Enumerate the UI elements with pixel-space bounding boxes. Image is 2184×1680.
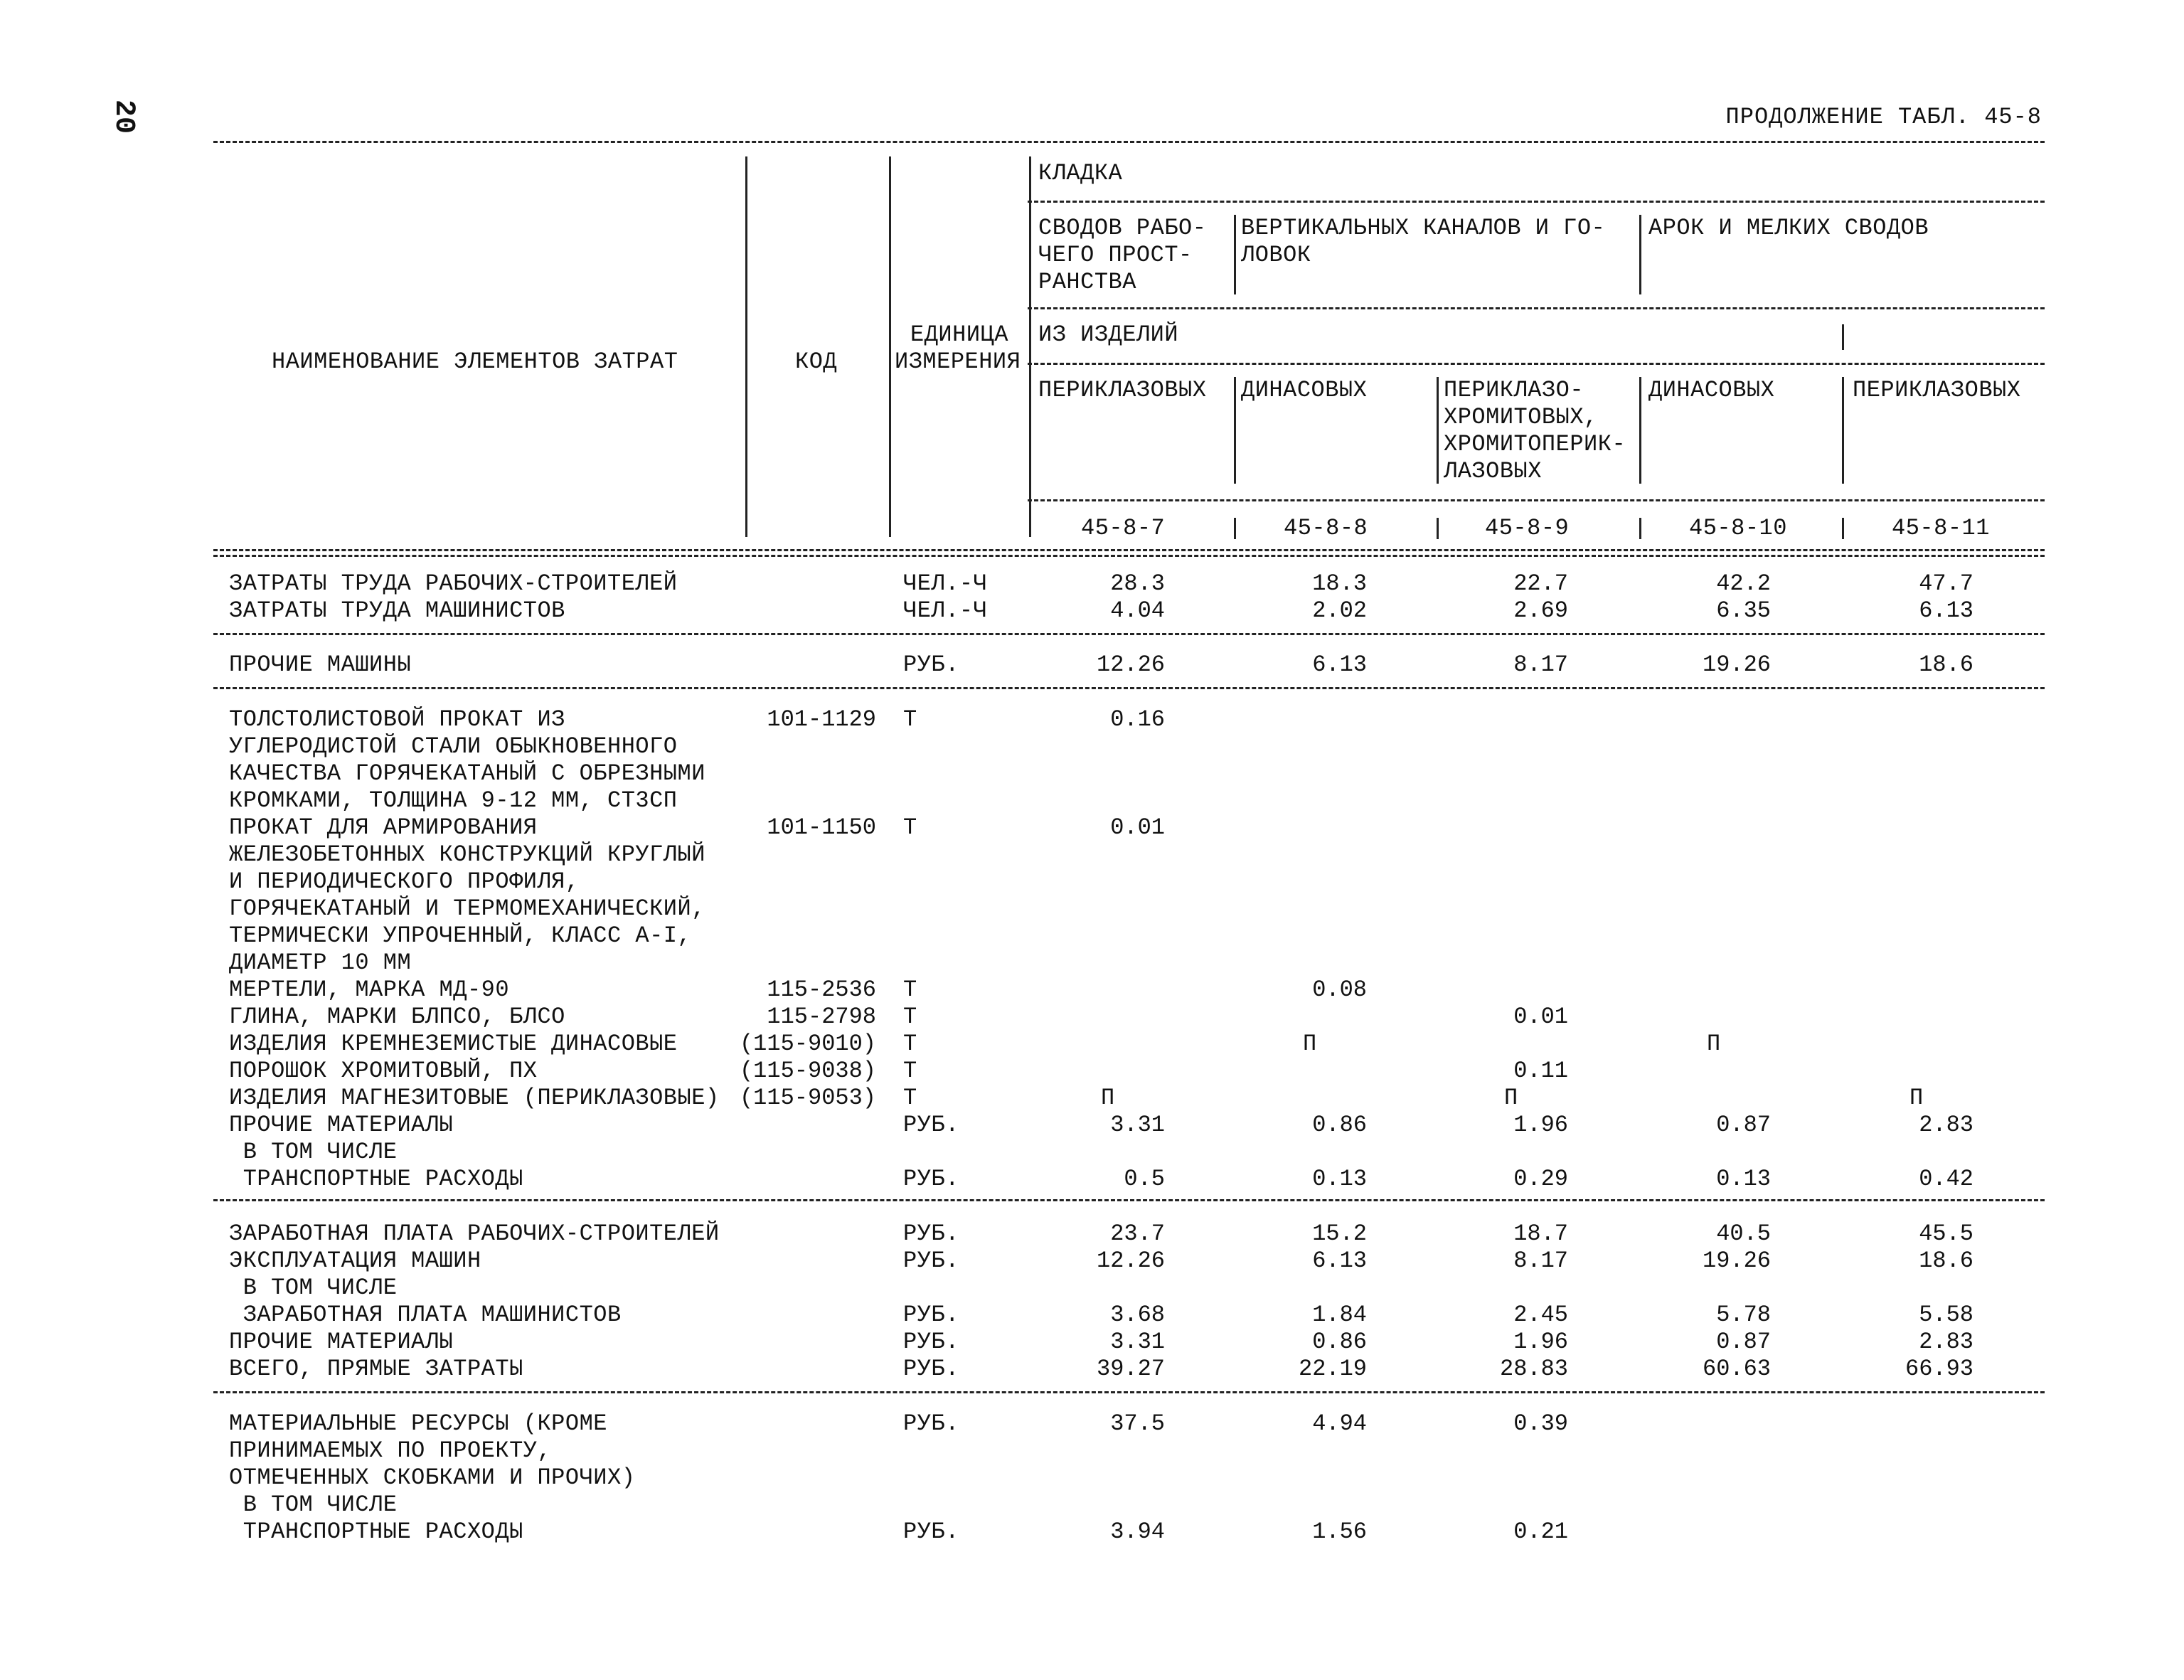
row-value: 0.08 [1312, 977, 1367, 1003]
row-name: ОТМЕЧЕННЫХ СКОБКАМИ И ПРОЧИХ) [229, 1464, 636, 1491]
header-sep-g23 [1639, 215, 1641, 294]
header-code-2: 45-8-8 [1284, 515, 1368, 541]
row-name: ГОРЯЧЕКАТАНЫЙ И ТЕРМОМЕХАНИЧЕСКИЙ, [229, 895, 705, 922]
row-value: 19.26 [1702, 652, 1771, 678]
row-unit: РУБ. [903, 1410, 959, 1437]
row-value: 0.16 [1110, 706, 1165, 733]
row-value: 4.04 [1110, 597, 1165, 624]
header-sub4: ДИНАСОВЫХ [1648, 377, 1775, 403]
row-value: 19.26 [1702, 1248, 1771, 1274]
row-value: 40.5 [1716, 1221, 1771, 1247]
row-unit: Т [903, 814, 917, 841]
header-sub3-l4: ЛАЗОВЫХ [1444, 458, 1542, 484]
header-masonry: КЛАДКА [1038, 160, 1123, 186]
row-value: 22.7 [1513, 570, 1568, 597]
row-name: КРОМКАМИ, ТОЛЩИНА 9-12 ММ, СТ3СП [229, 787, 678, 814]
row-unit: РУБ. [903, 652, 959, 678]
row-name: ТРАНСПОРТНЫЕ РАСХОДЫ [229, 1166, 523, 1192]
row-value: 2.69 [1513, 597, 1568, 624]
header-code-col: КОД [795, 349, 838, 375]
row-value: 3.94 [1110, 1519, 1165, 1545]
row-name: ТЕРМИЧЕСКИ УПРОЧЕННЫЙ, КЛАСС А-I, [229, 923, 692, 949]
header-sep-name [745, 156, 747, 537]
row-value: 8.17 [1513, 652, 1568, 678]
row-value: 28.83 [1499, 1356, 1568, 1382]
header-sep-s34 [1639, 377, 1641, 484]
row-unit: РУБ. [903, 1356, 959, 1382]
rule-top [213, 141, 2045, 143]
header-group2-l1: ВЕРТИКАЛЬНЫХ КАНАЛОВ И ГО- [1241, 215, 1606, 241]
header-name-col: НАИМЕНОВАНИЕ ЭЛЕМЕНТОВ ЗАТРАТ [272, 349, 678, 375]
header-sep-s45 [1842, 377, 1844, 484]
row-value: 22.19 [1298, 1356, 1367, 1382]
row-value: 1.56 [1312, 1519, 1367, 1545]
row-value: 2.45 [1513, 1302, 1568, 1328]
row-unit: Т [903, 1031, 917, 1057]
header-unit-1: ЕДИНИЦА [910, 321, 1008, 348]
row-name: УГЛЕРОДИСТОЙ СТАЛИ ОБЫКНОВЕННОГО [229, 733, 678, 760]
header-code-3: 45-8-9 [1485, 515, 1570, 541]
row-value: 23.7 [1110, 1221, 1165, 1247]
row-value: 1.96 [1513, 1112, 1568, 1138]
row-value: П [1303, 1031, 1317, 1057]
row-value: 2.83 [1919, 1112, 1973, 1138]
row-value: 0.13 [1312, 1166, 1367, 1192]
row-value: 47.7 [1919, 570, 1973, 597]
row-name: ИЗДЕЛИЯ КРЕМНЕЗЕМИСТЫЕ ДИНАСОВЫЕ [229, 1031, 678, 1057]
row-value: 0.42 [1919, 1166, 1973, 1192]
row-value: 37.5 [1110, 1410, 1165, 1437]
row-value: 3.68 [1110, 1302, 1165, 1328]
row-unit: Т [903, 1085, 917, 1111]
row-unit: ЧЕЛ.-Ч [903, 597, 988, 624]
header-sub1: ПЕРИКЛАЗОВЫХ [1038, 377, 1207, 403]
row-value: 3.31 [1110, 1329, 1165, 1355]
header-group2-l2: ЛОВОК [1241, 242, 1311, 268]
row-value: П [1504, 1085, 1518, 1111]
row-value: 0.11 [1513, 1058, 1568, 1084]
header-sub3-l2: ХРОМИТОВЫХ, [1444, 404, 1598, 430]
row-name: ТОЛСТОЛИСТОВОЙ ПРОКАТ ИЗ [229, 706, 565, 733]
row-value: 45.5 [1919, 1221, 1973, 1247]
rule-header-bottom [213, 549, 2045, 551]
row-name: ЗАТРАТЫ ТРУДА МАШИНИСТОВ [229, 597, 565, 624]
row-unit: Т [903, 977, 917, 1003]
row-unit: РУБ. [903, 1329, 959, 1355]
row-value: 0.01 [1110, 814, 1165, 841]
row-value: 42.2 [1716, 570, 1771, 597]
row-name: В ТОМ ЧИСЛЕ [229, 1492, 398, 1518]
row-code: 115-2798 [767, 1004, 876, 1030]
rule-section-3 [213, 1199, 2045, 1201]
row-name: МАТЕРИАЛЬНЫЕ РЕСУРСЫ (КРОМЕ [229, 1410, 607, 1437]
row-value: П [1909, 1085, 1924, 1111]
rule-header-bottom-2 [213, 555, 2045, 557]
header-group1-l1: СВОДОВ РАБО- [1038, 215, 1207, 241]
row-name: ПРОЧИЕ МАШИНЫ [229, 652, 412, 678]
row-name: ВСЕГО, ПРЯМЫЕ ЗАТРАТЫ [229, 1356, 523, 1382]
row-value: 1.96 [1513, 1329, 1568, 1355]
header-from-products: ИЗ ИЗДЕЛИЙ [1038, 321, 1179, 348]
header-sep-from [1842, 324, 1844, 350]
header-sep-s12 [1234, 377, 1236, 484]
rule-section-4 [213, 1391, 2045, 1393]
row-name: ПРОКАТ ДЛЯ АРМИРОВАНИЯ [229, 814, 538, 841]
row-value: 0.87 [1716, 1329, 1771, 1355]
row-value: 0.86 [1312, 1329, 1367, 1355]
rule-section-2 [213, 687, 2045, 689]
header-code-1: 45-8-7 [1081, 515, 1166, 541]
row-value: 18.6 [1919, 1248, 1973, 1274]
row-value: 66.93 [1905, 1356, 1973, 1382]
row-name: И ПЕРИОДИЧЕСКОГО ПРОФИЛЯ, [229, 868, 580, 895]
row-value: 18.3 [1312, 570, 1367, 597]
row-value: 2.02 [1312, 597, 1367, 624]
row-name: ПРОЧИЕ МАТЕРИАЛЫ [229, 1112, 454, 1138]
header-sep-c45 [1842, 518, 1844, 539]
rule-h1 [1028, 201, 2045, 203]
row-name: ПРИНИМАЕМЫХ ПО ПРОЕКТУ, [229, 1437, 552, 1464]
row-name: ЗАРАБОТНАЯ ПЛАТА МАШИНИСТОВ [229, 1302, 622, 1328]
header-sub3-l1: ПЕРИКЛАЗО- [1444, 377, 1584, 403]
row-value: 6.35 [1716, 597, 1771, 624]
row-value: 2.83 [1919, 1329, 1973, 1355]
row-unit: РУБ. [903, 1112, 959, 1138]
row-value: 0.39 [1513, 1410, 1568, 1437]
row-value: 1.84 [1312, 1302, 1367, 1328]
row-value: 18.7 [1513, 1221, 1568, 1247]
row-name: КАЧЕСТВА ГОРЯЧЕКАТАНЫЙ С ОБРЕЗНЫМИ [229, 760, 705, 787]
header-sep-s23 [1437, 377, 1439, 484]
header-group1-l3: РАНСТВА [1038, 269, 1136, 295]
row-value: 5.78 [1716, 1302, 1771, 1328]
row-value: 12.26 [1096, 652, 1165, 678]
row-value: 3.31 [1110, 1112, 1165, 1138]
row-unit: РУБ. [903, 1248, 959, 1274]
row-name: В ТОМ ЧИСЛЕ [229, 1139, 398, 1165]
row-name: ЗАТРАТЫ ТРУДА РАБОЧИХ-СТРОИТЕЛЕЙ [229, 570, 678, 597]
rule-h2 [1028, 307, 2045, 309]
row-value: 0.86 [1312, 1112, 1367, 1138]
header-code-4: 45-8-10 [1689, 515, 1787, 541]
row-unit: РУБ. [903, 1166, 959, 1192]
row-unit: Т [903, 706, 917, 733]
header-group3-l1: АРОК И МЕЛКИХ СВОДОВ [1648, 215, 1929, 241]
row-value: 28.3 [1110, 570, 1165, 597]
row-name: ТРАНСПОРТНЫЕ РАСХОДЫ [229, 1519, 523, 1545]
row-unit: ЧЕЛ.-Ч [903, 570, 988, 597]
header-sep-c23 [1437, 518, 1439, 539]
row-value: 60.63 [1702, 1356, 1771, 1382]
row-code: 115-2536 [767, 977, 876, 1003]
row-name: ЖЕЛЕЗОБЕТОННЫХ КОНСТРУКЦИЙ КРУГЛЫЙ [229, 841, 705, 868]
header-sub3-l3: ХРОМИТОПЕРИК- [1444, 431, 1626, 457]
row-code: (115-9010) [739, 1031, 876, 1057]
row-name: ДИАМЕТР 10 ММ [229, 950, 412, 976]
row-value: 15.2 [1312, 1221, 1367, 1247]
row-value: П [1101, 1085, 1115, 1111]
header-unit-2: ИЗМЕРЕНИЯ [895, 349, 1021, 375]
row-name: В ТОМ ЧИСЛЕ [229, 1275, 398, 1301]
header-sub2: ДИНАСОВЫХ [1241, 377, 1368, 403]
row-value: 5.58 [1919, 1302, 1973, 1328]
row-value: 8.17 [1513, 1248, 1568, 1274]
row-unit: РУБ. [903, 1519, 959, 1545]
row-value: 18.6 [1919, 652, 1973, 678]
row-value: 0.13 [1716, 1166, 1771, 1192]
row-value: 6.13 [1312, 1248, 1367, 1274]
row-name: МЕРТЕЛИ, МАРКА МД-90 [229, 977, 510, 1003]
row-unit: РУБ. [903, 1221, 959, 1247]
rule-section-1 [213, 633, 2045, 635]
row-value: 0.29 [1513, 1166, 1568, 1192]
header-sep-g12 [1234, 215, 1236, 294]
row-value: П [1707, 1031, 1721, 1057]
row-unit: Т [903, 1004, 917, 1030]
row-unit: РУБ. [903, 1302, 959, 1328]
row-name: ПОРОШОК ХРОМИТОВЫЙ, ПХ [229, 1058, 538, 1084]
header-sep-unit [1029, 156, 1031, 537]
row-unit: Т [903, 1058, 917, 1084]
rule-h4 [1028, 499, 2045, 501]
row-value: 0.21 [1513, 1519, 1568, 1545]
header-sub5: ПЕРИКЛАЗОВЫХ [1853, 377, 2021, 403]
row-value: 0.01 [1513, 1004, 1568, 1030]
rule-h3 [1028, 363, 2045, 365]
header-sep-c12 [1234, 518, 1236, 539]
continuation-title: ПРОДОЛЖЕНИЕ ТАБЛ. 45-8 [1725, 104, 2042, 130]
header-sep-code [889, 156, 891, 537]
row-code: 101-1150 [767, 814, 876, 841]
row-value: 0.5 [1124, 1166, 1165, 1192]
row-value: 12.26 [1096, 1248, 1165, 1274]
row-value: 6.13 [1312, 652, 1367, 678]
row-name: ПРОЧИЕ МАТЕРИАЛЫ [229, 1329, 454, 1355]
row-code: (115-9038) [739, 1058, 876, 1084]
page-number: 20 [107, 100, 139, 134]
row-code: 101-1129 [767, 706, 876, 733]
row-name: ИЗДЕЛИЯ МАГНЕЗИТОВЫЕ (ПЕРИКЛАЗОВЫЕ) [229, 1085, 720, 1111]
header-sep-c34 [1639, 518, 1641, 539]
row-value: 6.13 [1919, 597, 1973, 624]
header-group1-l2: ЧЕГО ПРОСТ- [1038, 242, 1193, 268]
row-name: ЭКСПЛУАТАЦИЯ МАШИН [229, 1248, 481, 1274]
row-value: 39.27 [1096, 1356, 1165, 1382]
row-value: 0.87 [1716, 1112, 1771, 1138]
row-code: (115-9053) [739, 1085, 876, 1111]
row-name: ГЛИНА, МАРКИ БЛПСО, БЛСО [229, 1004, 565, 1030]
row-value: 4.94 [1312, 1410, 1367, 1437]
header-code-5: 45-8-11 [1892, 515, 1990, 541]
row-name: ЗАРАБОТНАЯ ПЛАТА РАБОЧИХ-СТРОИТЕЛЕЙ [229, 1221, 720, 1247]
